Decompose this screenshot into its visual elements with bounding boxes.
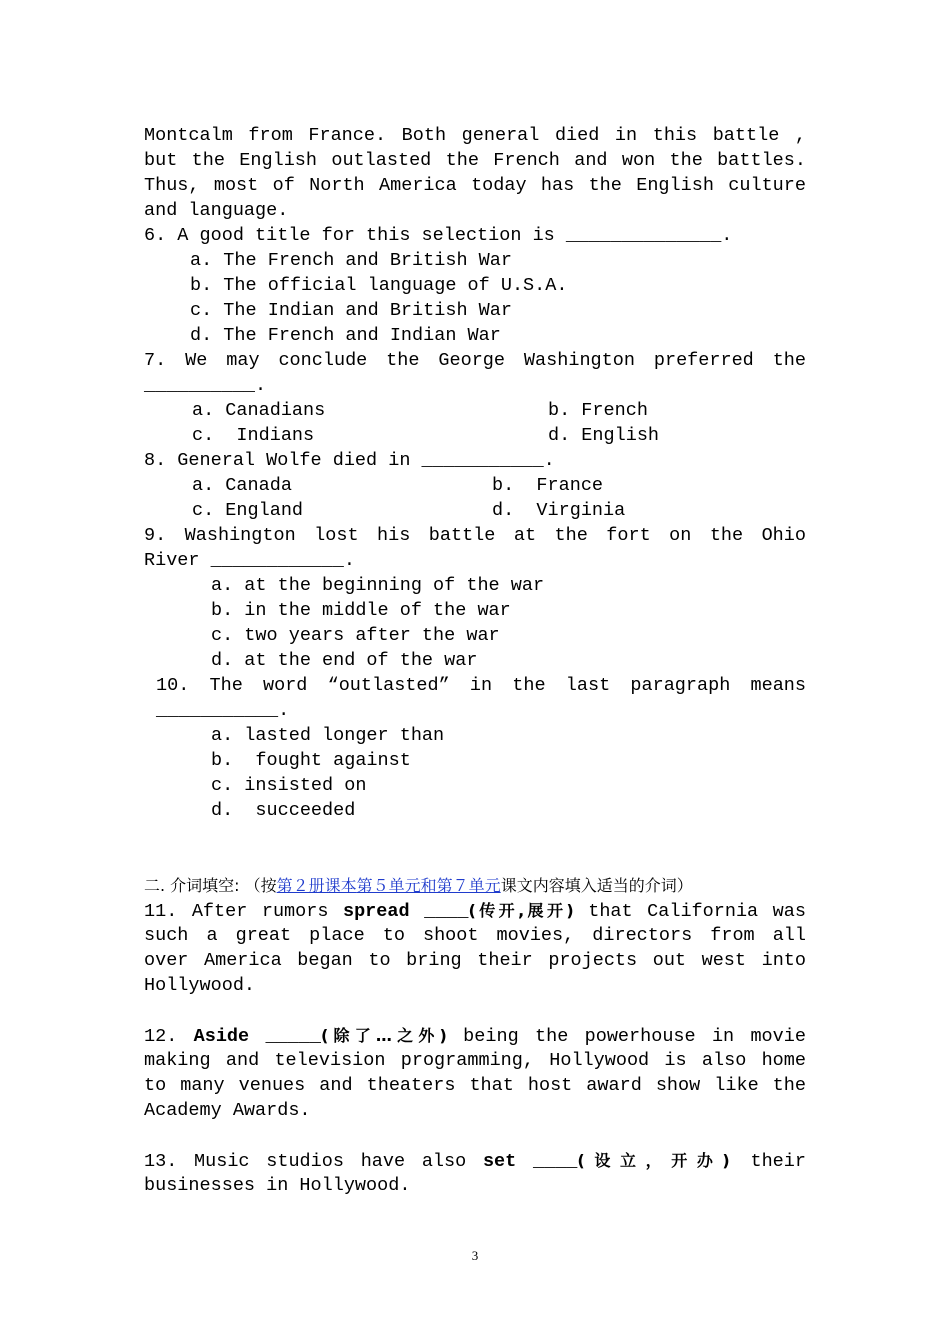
- heading-text: 课文内容填入适当的介词）: [500, 876, 693, 895]
- q11-suffix: that California was: [573, 901, 806, 922]
- q9-option-d: d. at the end of the war: [211, 650, 478, 671]
- q11-blank: ____: [409, 901, 469, 922]
- question-7-stem: 7. We may conclude the George Washington preferred the: [144, 350, 806, 371]
- q13-keyword: set: [482, 1151, 517, 1172]
- q12-hint: (除了…之外): [320, 1026, 447, 1045]
- q12-blank: _____: [249, 1026, 321, 1047]
- q10-option-b: b. fought against: [211, 750, 411, 771]
- q9-option-b: b. in the middle of the war: [211, 600, 511, 621]
- question-11-line: such a great place to shoot movies, directors from all: [144, 925, 806, 946]
- question-13-line: businesses in Hollywood.: [144, 1175, 411, 1196]
- passage-line: Thus, most of North America today has the English culture: [144, 175, 806, 196]
- q8-options-row: [144, 473, 806, 498]
- passage-line: Montcalm from France. Both general died in this battle ,: [144, 125, 806, 146]
- q6-option-b: b. The official language of U.S.A.: [190, 275, 568, 296]
- q13-hint: (设立，开办): [577, 1151, 734, 1170]
- question-11-line: [144, 898, 806, 923]
- heading-link-units[interactable]: 第５单元和第７单元: [356, 876, 501, 895]
- spacer: [144, 1123, 806, 1148]
- page-content: [144, 123, 806, 1198]
- q7-option-d: d. English: [548, 425, 660, 446]
- q7-option-c: c. Indians: [192, 425, 315, 446]
- question-10-stem: 10. The word “outlasted” in the last paragraph means: [156, 675, 806, 696]
- heading-link-textbook[interactable]: 第２册课本: [276, 876, 357, 895]
- q13-suffix: their: [733, 1151, 806, 1172]
- spacer: [144, 823, 806, 873]
- question-9-stem: 9. Washington lost his battle at the fort on the Ohio: [144, 525, 806, 546]
- q13-blank: ____: [516, 1151, 578, 1172]
- q6-option-a: a. The French and British War: [190, 250, 512, 271]
- q11-keyword: spread: [342, 901, 410, 922]
- question-12-line: making and television programming, Hollywood is also home: [144, 1050, 806, 1071]
- q8-option-b: b. France: [492, 475, 604, 496]
- q7-options-row: [144, 423, 806, 448]
- q7-option-b: b. French: [548, 400, 648, 421]
- question-11-line: Hollywood.: [144, 975, 256, 996]
- q6-option-c: c. The Indian and British War: [190, 300, 512, 321]
- q11-prefix: 11. After rumors: [144, 901, 343, 922]
- q10-option-a: a. lasted longer than: [211, 725, 445, 746]
- heading-text: 二. 介词填空: （按: [144, 876, 277, 895]
- section-2-heading: [144, 873, 806, 898]
- q8-options-row: [144, 498, 806, 523]
- question-9-blank: River ____________.: [144, 550, 355, 571]
- q11-hint: (传开,展开): [468, 901, 574, 920]
- passage-line: but the English outlasted the French and won the battles.: [144, 150, 806, 171]
- q8-option-c: c. England: [192, 500, 304, 521]
- question-13-line: [144, 1148, 806, 1173]
- question-12-line: to many venues and theaters that host award show like the: [144, 1075, 806, 1096]
- passage-line: and language.: [144, 200, 289, 221]
- spacer: [144, 998, 806, 1023]
- q8-option-a: a. Canada: [192, 475, 292, 496]
- q12-keyword: Aside: [193, 1026, 250, 1047]
- q12-suffix: being the powerhouse in movie: [446, 1026, 806, 1047]
- q13-prefix: 13. Music studios have also: [144, 1151, 483, 1172]
- q8-option-d: d. Virginia: [492, 500, 626, 521]
- question-11-line: over America began to bring their projects out west into: [144, 950, 806, 971]
- q6-option-d: d. The French and Indian War: [190, 325, 501, 346]
- question-12-line: Academy Awards.: [144, 1100, 311, 1121]
- question-7-blank: __________.: [144, 375, 267, 396]
- question-6-stem: 6. A good title for this selection is ______________.: [144, 225, 733, 246]
- q7-option-a: a. Canadians: [192, 400, 326, 421]
- question-10-blank: ___________.: [156, 700, 290, 721]
- question-8-stem: 8. General Wolfe died in ___________.: [144, 450, 555, 471]
- question-12-line: [144, 1023, 806, 1048]
- q12-prefix: 12.: [144, 1026, 194, 1047]
- page-number: 3: [471, 1248, 479, 1263]
- q10-option-d: d. succeeded: [211, 800, 356, 821]
- q10-option-c: c. insisted on: [211, 775, 367, 796]
- q9-option-a: a. at the beginning of the war: [211, 575, 545, 596]
- q7-options-row: [144, 398, 806, 423]
- q9-option-c: c. two years after the war: [211, 625, 500, 646]
